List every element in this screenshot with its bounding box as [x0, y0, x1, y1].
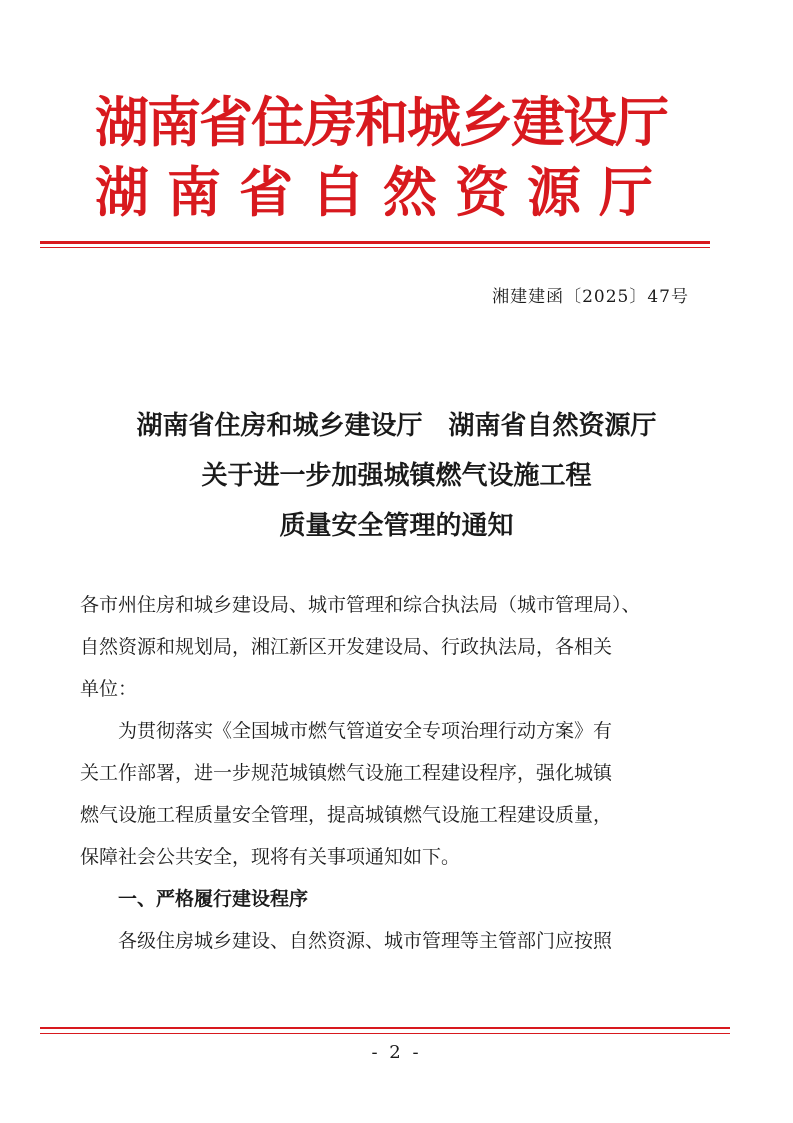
document-number: 湘建建函〔2025〕47号 [492, 287, 689, 307]
paragraph-line: 燃气设施工程质量安全管理，提高城镇燃气设施工程建设质量， [80, 804, 613, 826]
header-red-rule-thin [40, 247, 710, 248]
document-title-line-3: 质量安全管理的通知 [279, 511, 514, 541]
footer-red-rule-thin [40, 1033, 730, 1034]
header-red-rule-thick [40, 241, 710, 244]
document-title-line-2: 关于进一步加强城镇燃气设施工程 [201, 461, 592, 491]
issuer-title-line-2: 湖南省自然资源厅 [95, 161, 671, 224]
footer-red-rule-thick [40, 1027, 730, 1029]
paragraph-line: 为贯彻落实《全国城市燃气管道安全专项治理行动方案》有 [80, 720, 613, 742]
paragraph-line: 关工作部署，进一步规范城镇燃气设施工程建设程序，强化城镇 [80, 762, 613, 784]
recipients-block [80, 584, 710, 962]
recipients-line: 各市州住房和城乡建设局、城市管理和综合执法局（城市管理局）、 [80, 594, 641, 616]
document-title-line-1: 湖南省住房和城乡建设厅 湖南省自然资源厅 [136, 411, 657, 441]
recipients-line: 自然资源和规划局，湘江新区开发建设局、行政执法局，各相关 [80, 636, 613, 658]
recipients-line: 单位： [80, 678, 138, 700]
issuer-title-line-1: 湖南省住房和城乡建设厅 [95, 91, 667, 154]
page-number: - 2 - [371, 1042, 422, 1063]
paragraph-line: 保障社会公共安全，现将有关事项通知如下。 [80, 846, 461, 868]
paragraph-line: 各级住房城乡建设、自然资源、城市管理等主管部门应按照 [80, 930, 613, 952]
section-heading: 一、严格履行建设程序 [80, 888, 309, 910]
